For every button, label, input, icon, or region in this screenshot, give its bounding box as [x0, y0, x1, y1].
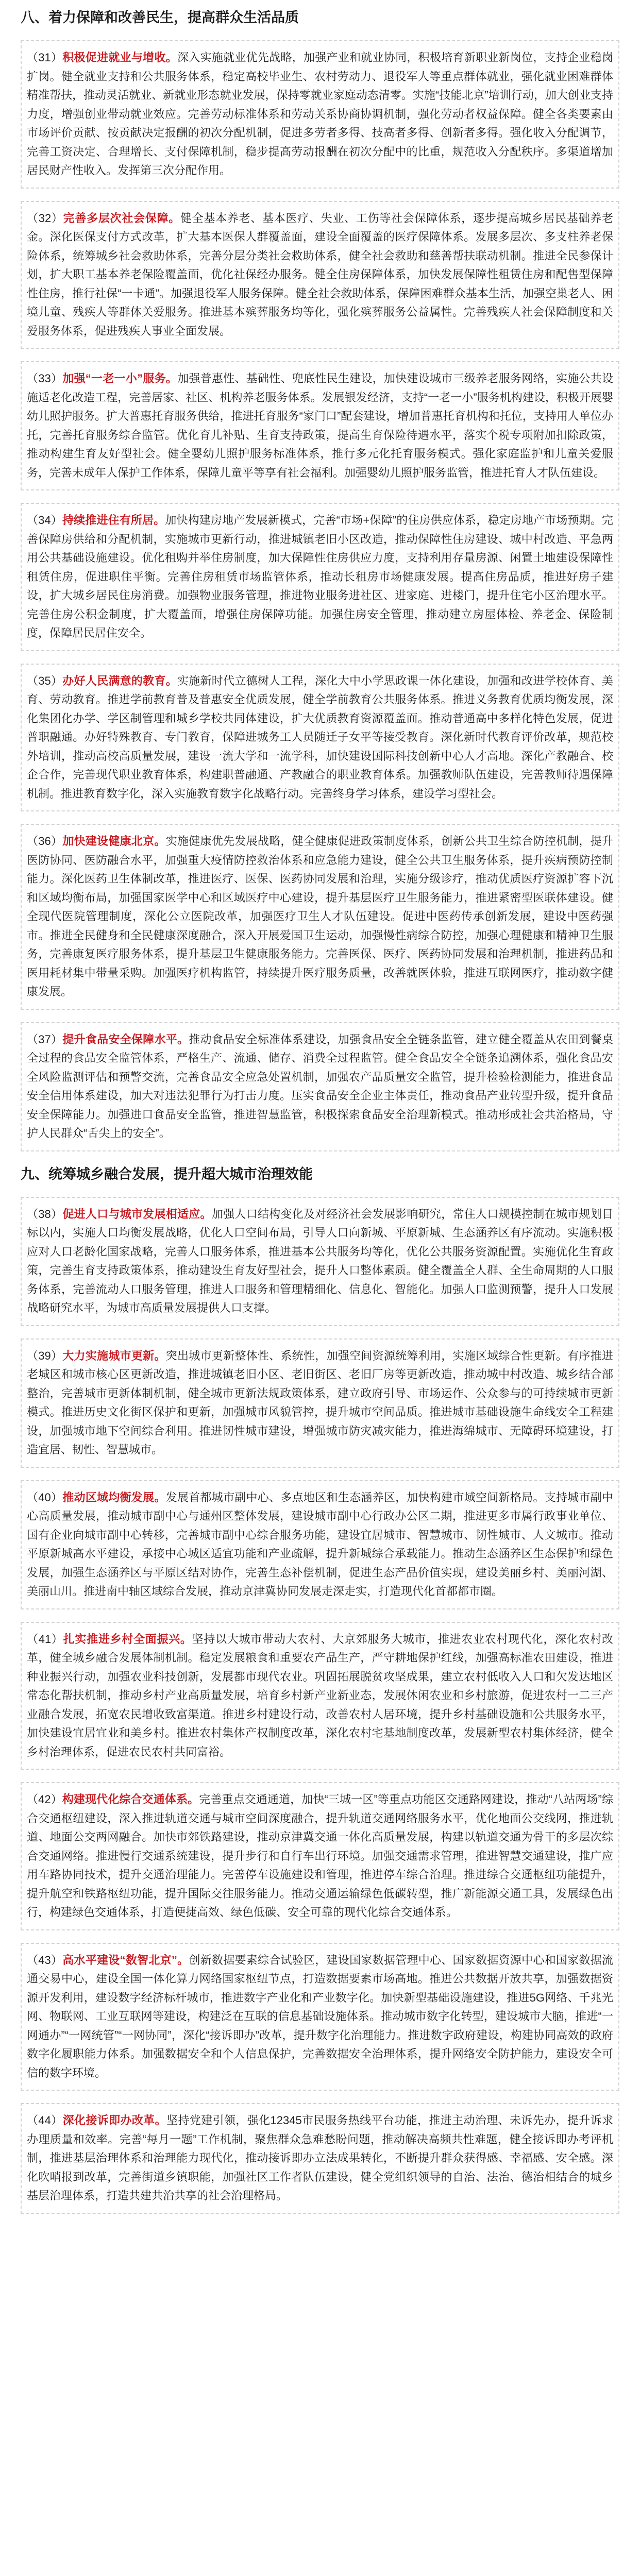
- article-item-42: [21, 1782, 619, 1930]
- item-number: （39）: [27, 1349, 63, 1362]
- item-title: 办好人民满意的教育。: [62, 674, 177, 687]
- item-body: 发展首都城市副中心、多点地区和生态涵养区，加快构建市域空间新格局。支持城市副中心高质量发展，推动城市副中心与通州区整体发展，建设城市副中心行政办公区二期，推进更多市属行政事业单位、国有企业向城市副中心转移，完善城市副中心综合服务功能，建设宜居城市、智慧城市、韧性城市、人文城市。推动平原新城高水平建设，承接中心城区适宜功能和产业疏解，提升新城综合承载能力。推动生态涵养区生态保护和绿色发展，加强生态涵养区与平原区结对协作，完善生态补偿机制，促进生态产品价值实现，建设美丽乡村、美丽河湖、美丽山川。推进南中轴区域综合发展，推动京津冀协同发展走深走实，打造现代化首都都市圈。: [27, 1490, 613, 1598]
- item-body: 加强人口结构变化及对经济社会发展影响研究，常住人口规模控制在城市规划目标以内，实施人口均衡发展战略，优化人口空间布局，引导人口向新城、平原新城、生态涵养区有序流动。实施积极应对人口老龄化国家战略，完善人口服务体系，推进基本公共服务均等化，优化公共服务资源配置。实施优化生育政策，完善生育支持政策体系，推动建设生育友好型社会，提升人口整体素质。健全覆盖全人群、全生命周期的人口服务体系，完善流动人口服务管理，推进人口服务和管理精细化、信息化、智能化。加强人口监测预警，提升人口发展战略研究水平，为城市高质量发展提供人口支撑。: [27, 1207, 613, 1314]
- item-number: （43）: [27, 1953, 63, 1967]
- item-body: 坚持党建引领，强化12345市民服务热线平台功能，推进主动治理、未诉先办，提升诉求办理质量和效率。完善“每月一题”工作机制，聚焦群众急难愁盼问题，推动解决高频共性难题，健全接诉即办考评机制，推进基层治理体系和治理能力现代化，推动接诉即办立法成果转化，不断提升群众获得感、幸福感、安全感。深化吹哨报到改革，完善街道乡镇职能，加强社区工作者队伍建设，健全党组织领导的自治、法治、德治相结合的城乡基层治理体系，打造共建共治共享的社会治理格局。: [27, 2114, 613, 2202]
- item-title: 加快建设健康北京。: [62, 835, 166, 848]
- item-number: （32）: [27, 211, 63, 225]
- article-item-35: [21, 664, 619, 812]
- section-title: 九、统筹城乡融合发展，提升超大城市治理效能: [21, 1166, 313, 1182]
- item-number: （34）: [27, 514, 62, 527]
- item-body: 推动食品安全标准体系建设，加强食品安全全链条监管，建立健全覆盖从农田到餐桌全过程的食品安全监管体系，严格生产、流通、储存、消费全过程监管。健全食品安全全链条追溯体系，强化食品安全风险监测评估和预警交流，完善食品安全应急处置机制，加强农产品质量安全监管，提升检验检测能力，推进食品安全信用体系建设，加大对违法犯罪行为打击力度。压实食品安全企业主体责任，推动食品产业转型升级，提升食品安全保障能力。加强进口食品安全监管，推进智慧监管，积极探索食品安全治理新模式。推动形成社会共治格局，守护人民群众“舌尖上的安全”。: [27, 1032, 613, 1140]
- item-title: 加强“一老一小”服务。: [62, 372, 178, 385]
- item-body: 坚持以大城市带动大农村、大京郊服务大城市，推进农业农村现代化，深化农村改革，健全城乡融合发展体制机制。稳定发展粮食和重要农产品生产，严守耕地保护红线，加强高标准农田建设，推进种业振兴行动，加强农业科技创新，发展都市现代农业。巩固拓展脱贫攻坚成果，建立农村低收入人口和欠发达地区常态化帮扶机制，推动乡村产业高质量发展，培育乡村新产业新业态，发展休闲农业和乡村旅游，促进农村一二三产业融合发展，拓宽农民增收致富渠道。推进乡村建设行动，改善农村人居环境，提升乡村基础设施和公共服务水平，加快建设宜居宜业和美乡村。推进农村集体产权制度改革，深化农村宅基地制度改革，发展新型农村集体经济，健全乡村治理体系，促进农民农村共同富裕。: [27, 1632, 613, 1758]
- section-title: 八、着力保障和改善民生，提高群众生活品质: [21, 10, 299, 25]
- section-nine: [21, 1164, 619, 2214]
- item-title: 提升食品安全保障水平。: [62, 1032, 189, 1046]
- article-item-38: [21, 1197, 619, 1326]
- section-eight: [21, 7, 619, 1151]
- item-body: 实施健康优先发展战略，健全健康促进政策制度体系，创新公共卫生综合防控机制，提升医防协同、医防融合水平，加强重大疫情防控救治体系和应急能力建设，健全公共卫生服务体系，提升疾病预防控制能力。深化医药卫生体制改革，推进医疗、医保、医药协同发展和治理，实施分级诊疗，推动优质医疗资源扩容下沉和区域均衡布局，加强国家医学中心和区域医疗中心建设，提升基层医疗卫生服务能力，推进紧密型医联体建设。健全现代医院管理制度，深化公立医院改革，加强医疗卫生人才队伍建设。促进中医药传承创新发展，建设中医药强市。推进全民健身和全民健康深度融合，深入开展爱国卫生运动，加强慢性病综合防控，加强心理健康和精神卫生服务，完善康复医疗服务体系，提升基层卫生健康服务能力。完善医保、医疗、医药协同发展和治理机制，推进药品和医用耗材集中带量采购。加强医疗机构监管，持续提升医疗服务质量，改善就医体验，推进互联网医疗，推动数字健康发展。: [27, 835, 613, 998]
- article-item-39: [21, 1338, 619, 1468]
- item-number: （35）: [27, 674, 63, 687]
- article-item-33: [21, 361, 619, 490]
- item-title: 推动区域均衡发展。: [62, 1490, 166, 1504]
- item-body: 加强普惠性、基础性、兜底性民生建设，加快建设城市三级养老服务网络，实施公共设施适老化改造工程，完善居家、社区、机构养老服务体系。发展银发经济，支持“一老一小”服务机构建设，积极开展婴幼儿照护服务。扩大普惠托育服务供给，推进托育服务“家门口”配套建设，增加普惠托育机构和托位，支持用人单位办托，完善托育服务综合监管。优化育儿补贴、生育支持政策，提高生育保险待遇水平，落实个税专项附加扣除政策，推动构建生育友好型社会。健全婴幼儿照护服务标准体系，推行多元化托育服务模式。强化家庭监护和儿童关爱服务，完善未成年人保护工作体系，保障儿童平等享有社会福利。加强婴幼儿照护服务监管，推进托育人才队伍建设。: [27, 372, 613, 479]
- article-item-37: [21, 1022, 619, 1151]
- item-body: 实施新时代立德树人工程，深化大中小学思政课一体化建设，加强和改进学校体育、美育、劳动教育。推进学前教育普及普惠安全优质发展，健全学前教育公共服务体系。推进义务教育优质均衡发展，深化集团化办学、学区制管理和城乡学校共同体建设，扩大优质教育资源覆盖面。推动普通高中多样化特色发展，促进普职融通。办好特殊教育、专门教育，保障进城务工人员随迁子女平等接受教育。深化新时代教育评价改革，规范校外培训，推动高校高质量发展，建设一流大学和一流学科，加快建设国际科技创新中心人才高地。深化产教融合、校企合作，完善现代职业教育体系，构建职普融通、产教融合的职业教育体系。加强教师队伍建设，完善教师待遇保障机制。推进教育数字化，深入实施教育数字化战略行动。完善终身学习体系，建设学习型社会。: [27, 674, 613, 800]
- item-number: （42）: [27, 1793, 62, 1806]
- item-body: 突出城市更新整体性、系统性，加强空间资源统筹利用，实施区域综合性更新。有序推进老城区和城市核心区更新改造，推进城镇老旧小区、老旧街区、老旧厂房等更新改造，推动城中村改造、城乡结合部整治，完善城市更新体制机制，健全城市更新法规政策体系，建立政府引导、市场运作、公众参与的可持续城市更新模式。推进历史文化街区保护和更新，加强城市风貌管控，提升城市空间品质。推进城市基础设施生命线安全工程建设，加强城市地下空间综合利用。推进韧性城市建设，增强城市防灾减灾能力，推进海绵城市、无障碍环境建设，打造宜居、韧性、智慧城市。: [27, 1349, 613, 1456]
- item-title: 持续推进住有所居。: [62, 514, 165, 527]
- item-title: 积极促进就业与增收。: [62, 51, 177, 64]
- article-item-36: [21, 824, 619, 1010]
- article-item-41: [21, 1622, 619, 1770]
- item-body: 健全基本养老、基本医疗、失业、工伤等社会保障体系，逐步提高城乡居民基础养老金。深化医保支付方式改革，扩大基本医保人群覆盖面，建设全面覆盖的医疗保障体系。发展多层次、多支柱养老保险体系，统筹城乡社会救助体系，完善分层分类社会救助体系，健全社会救助和慈善帮扶联动机制。推进全民参保计划，扩大职工基本养老保险覆盖面，优化社保经办服务。健全住房保障体系，加快发展保障性租赁住房和配售型保障性住房，推行社保“一卡通”。加强退役军人服务保障。健全社会救助体系，保障困难群众基本生活，加强空巢老人、困境儿童、残疾人等群体关爱服务。推进基本殡葬服务均等化，强化殡葬服务公益属性。完善残疾人社会保障制度和关爱服务体系，促进残疾人事业全面发展。: [27, 211, 613, 337]
- item-title: 深化接诉即办改革。: [62, 2114, 167, 2127]
- item-title: 完善多层次社会保障。: [63, 211, 180, 225]
- item-title: 大力实施城市更新。: [62, 1349, 166, 1362]
- article-item-44: [21, 2103, 619, 2214]
- item-title: 促进人口与城市发展相适应。: [62, 1207, 212, 1221]
- item-number: （36）: [27, 835, 63, 848]
- item-title: 扎实推进乡村全面振兴。: [63, 1632, 192, 1646]
- item-number: （31）: [27, 51, 63, 64]
- article-item-32: [21, 201, 619, 349]
- item-title: 构建现代化综合交通体系。: [62, 1793, 199, 1806]
- item-number: （44）: [27, 2114, 63, 2127]
- item-body: 深入实施就业优先战略，加强产业和就业协同，积极培育新职业新岗位，支持企业稳岗扩岗。健全就业支持和公共服务体系，稳定高校毕业生、农村劳动力、退役军人等重点群体就业，强化就业困难群体精准帮扶，推动灵活就业、新就业形态就业发展，保持零就业家庭动态清零。实施“技能北京”培训行动，加大创业支持力度，增强创业带动就业效应。完善劳动标准体系和劳动关系协商协调机制，强化劳动者权益保障。健全各类要素由市场评价贡献、按贡献决定报酬的初次分配机制，促进多劳者多得、技高者多得、创新者多得。强化收入分配调节，完善工资决定、合理增长、支付保障机制，稳步提高劳动报酬在初次分配中的比重，规范收入分配秩序。多渠道增加居民财产性收入。发挥第三次分配作用。: [27, 51, 613, 177]
- article-item-40: [21, 1480, 619, 1609]
- article-item-43: [21, 1943, 619, 2091]
- item-body: 加快构建房地产发展新模式，完善“市场+保障”的住房供应体系，稳定房地产市场预期。完善保障房供给和分配机制，实施城市更新行动，推进城镇老旧小区改造，推动保障性住房建设、城中村改造、平急两用公共基础设施建设。优化租购并举住房制度，加大保障性住房供应力度，支持利用存量房源、闲置土地建设保障性租赁住房，促进职住平衡。完善住房租赁市场监管体系，推动长租房市场健康发展。提高住房品质，推进好房子建设，扩大城乡居民住房消费。加强物业服务管理，推进物业服务进社区、进家庭、进楼门，提升住宅小区治理水平。完善住房公积金制度，扩大覆盖面，增强住房保障功能。加强住房安全管理，推动建立房屋体检、养老金、保险制度，保障居民居住安全。: [27, 514, 613, 639]
- item-body: 完善重点交通通道，加快“三城一区”等重点功能区交通路网建设，推动“八站两场”综合交通枢纽建设，深入推进轨道交通与城市空间深度融合，提升轨道交通网络服务水平，优化地面公交线网，推进轨道、地面公交两网融合。加快市郊铁路建设，推动京津冀交通一体化高质量发展，构建以轨道交通为骨干的多层次综合交通网络。推进慢行交通系统建设，提升步行和自行车出行环境。加强交通需求管理，推进智慧交通建设，推广应用车路协同技术，提升交通治理能力。完善停车设施建设和管理，推进停车综合治理。推进综合交通枢纽功能提升，提升航空和铁路枢纽功能，提升国际交往服务能力。推动交通运输绿色低碳转型，推广新能源交通工具，发展绿色出行，构建绿色交通体系，打造便捷高效、绿色低碳、安全可靠的现代化综合交通体系。: [27, 1793, 613, 1919]
- article-item-31: [21, 40, 619, 189]
- item-number: （38）: [27, 1207, 63, 1221]
- item-number: （40）: [27, 1490, 63, 1504]
- item-number: （33）: [27, 372, 63, 385]
- item-title: 高水平建设“数智北京”。: [62, 1953, 189, 1967]
- item-body: 创新数据要素综合试验区，建设国家数据管理中心、国家数据资源中心和国家数据流通交易中心，建设全国一体化算力网络国家枢纽节点，打造数据要素市场高地。推进公共数据开放共享，加强数据资源开发利用，建设数字经济标杆城市，推进数字产业化和产业数字化。加快新型基础设施建设，推进5G网络、千兆光网、物联网、工业互联网等建设，构建泛在互联的信息基础设施体系。推动城市数字化转型，建设城市大脑，推进“一网通办”“一网统管”“一网协同”，深化“接诉即办”改革，提升数字化治理能力。推进数字政府建设，构建协同高效的政府数字化履职能力体系。加强数据安全和个人信息保护，完善数据安全治理体系，提升网络安全防护能力，建设安全可信的数字环境。: [27, 1953, 613, 2079]
- item-number: （41）: [27, 1632, 63, 1646]
- article-item-34: [21, 503, 619, 651]
- item-number: （37）: [27, 1032, 63, 1046]
